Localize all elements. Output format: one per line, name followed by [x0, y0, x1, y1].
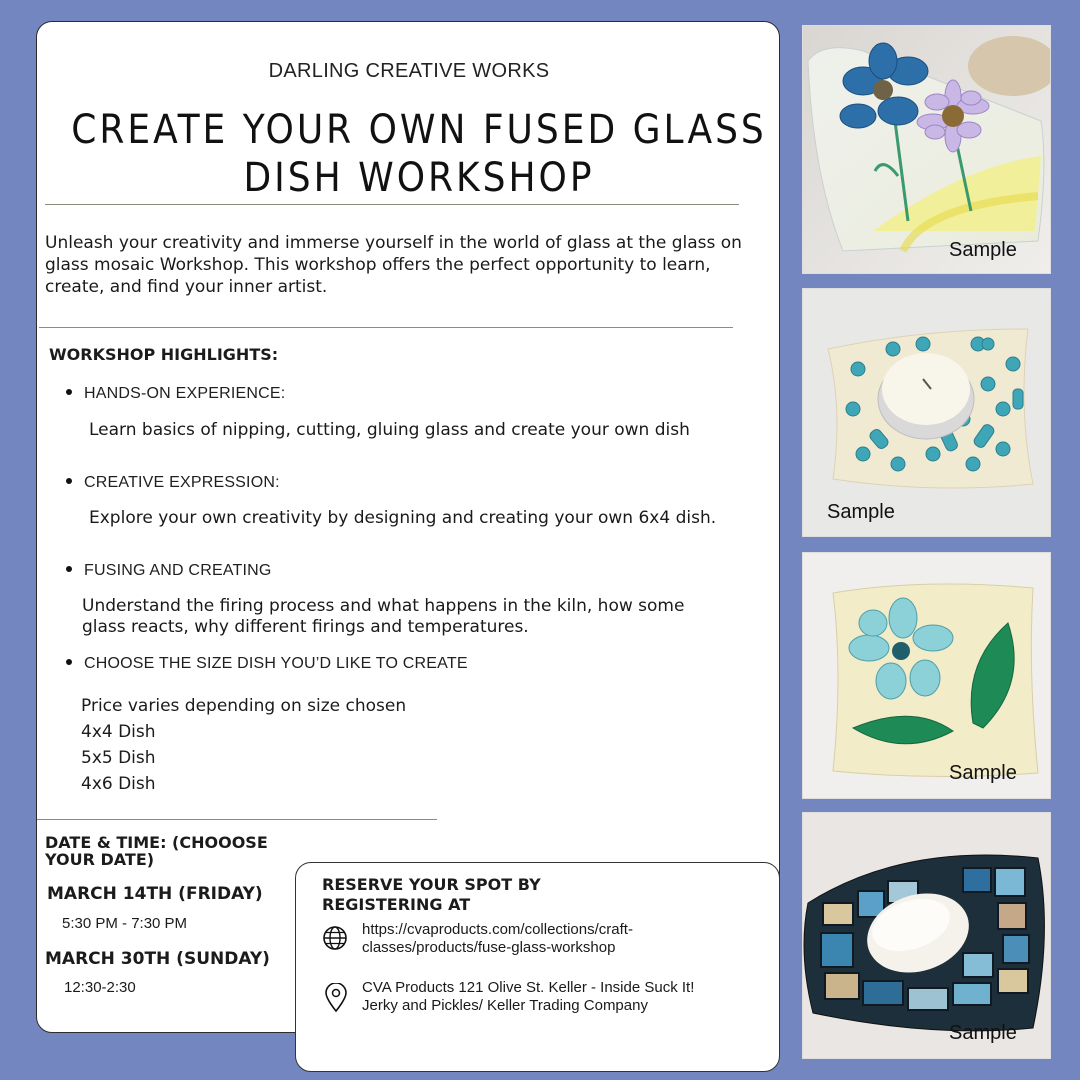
page-title [57, 106, 781, 202]
highlight-desc: Learn basics of nipping, cutting, gluing glass and create your own dish [89, 420, 690, 440]
size-option: 4x6 Dish [81, 774, 156, 794]
highlight-item: CHOOSE THE SIZE DISH YOU’D LIKE TO CREATE [66, 655, 468, 673]
size-options [81, 693, 406, 797]
sample-caption: Sample [827, 501, 895, 523]
intro-paragraph: Unleash your creativity and immerse yourself in the world of glass at the glass on glass mosaic Workshop. This workshop offers the perfect opportunity to learn, create, and find your inner artist. [45, 233, 742, 297]
candle-dish-image [803, 289, 1050, 536]
sample-photo-candle [802, 288, 1051, 537]
address-text: CVA Products 121 Olive St. Keller - Inside Suck It! Jerky and Pickles/ Keller Trading Company [362, 979, 695, 1014]
sample-photo-flowers [802, 25, 1051, 274]
highlights-heading: WORKSHOP HIGHLIGHTS: [49, 345, 279, 364]
reserve-heading: RESERVE YOUR SPOT BY REGISTERING AT [322, 875, 541, 914]
title-line-2: DISH WORKSHOP [243, 155, 595, 201]
globe-icon [322, 925, 348, 951]
date-heading: DATE & TIME: (CHOOOSE YOUR DATE) [45, 833, 268, 869]
time-entry: 12:30-2:30 [64, 979, 136, 996]
sample-caption: Sample [949, 762, 1017, 784]
bullet-icon [66, 566, 72, 572]
size-option: 5x5 Dish [81, 748, 156, 768]
title-line-1: CREATE YOUR OWN FUSED GLASS [71, 107, 767, 153]
size-option: 4x4 Dish [81, 722, 156, 742]
time-entry: 5:30 PM - 7:30 PM [62, 915, 188, 932]
highlight-item: HANDS-ON EXPERIENCE: [66, 385, 285, 403]
sample-photo-flower-leaves [802, 552, 1051, 799]
highlight-item: FUSING AND CREATING [66, 562, 272, 580]
divider [39, 327, 733, 328]
highlight-desc: Explore your own creativity by designing and creating your own 6x4 dish. [89, 508, 717, 528]
registration-link[interactable]: https://cvaproducts.com/collections/craft-classes/products/fuse-glass-workshop [362, 921, 633, 956]
flower-dish-image [803, 26, 1050, 273]
date-entry: MARCH 14TH (FRIDAY) [47, 884, 263, 904]
brand-name: DARLING CREATIVE WORKS [268, 60, 550, 82]
location-pin-icon [324, 983, 348, 1013]
sample-caption: Sample [949, 1022, 1017, 1044]
bullet-icon [66, 389, 72, 395]
highlight-desc: Understand the firing process and what happens in the kiln, how some glass reacts, why different firings and temperatures. [82, 596, 685, 637]
sample-caption: Sample [949, 239, 1017, 261]
reserve-box [295, 862, 780, 1072]
divider [37, 819, 437, 820]
date-entry: MARCH 30TH (SUNDAY) [45, 949, 270, 969]
divider [45, 204, 739, 205]
bullet-icon [66, 478, 72, 484]
highlight-item: CREATIVE EXPRESSION: [66, 474, 280, 492]
bullet-icon [66, 659, 72, 665]
sample-photo-soap [802, 812, 1051, 1059]
price-note: Price varies depending on size chosen [81, 696, 407, 716]
